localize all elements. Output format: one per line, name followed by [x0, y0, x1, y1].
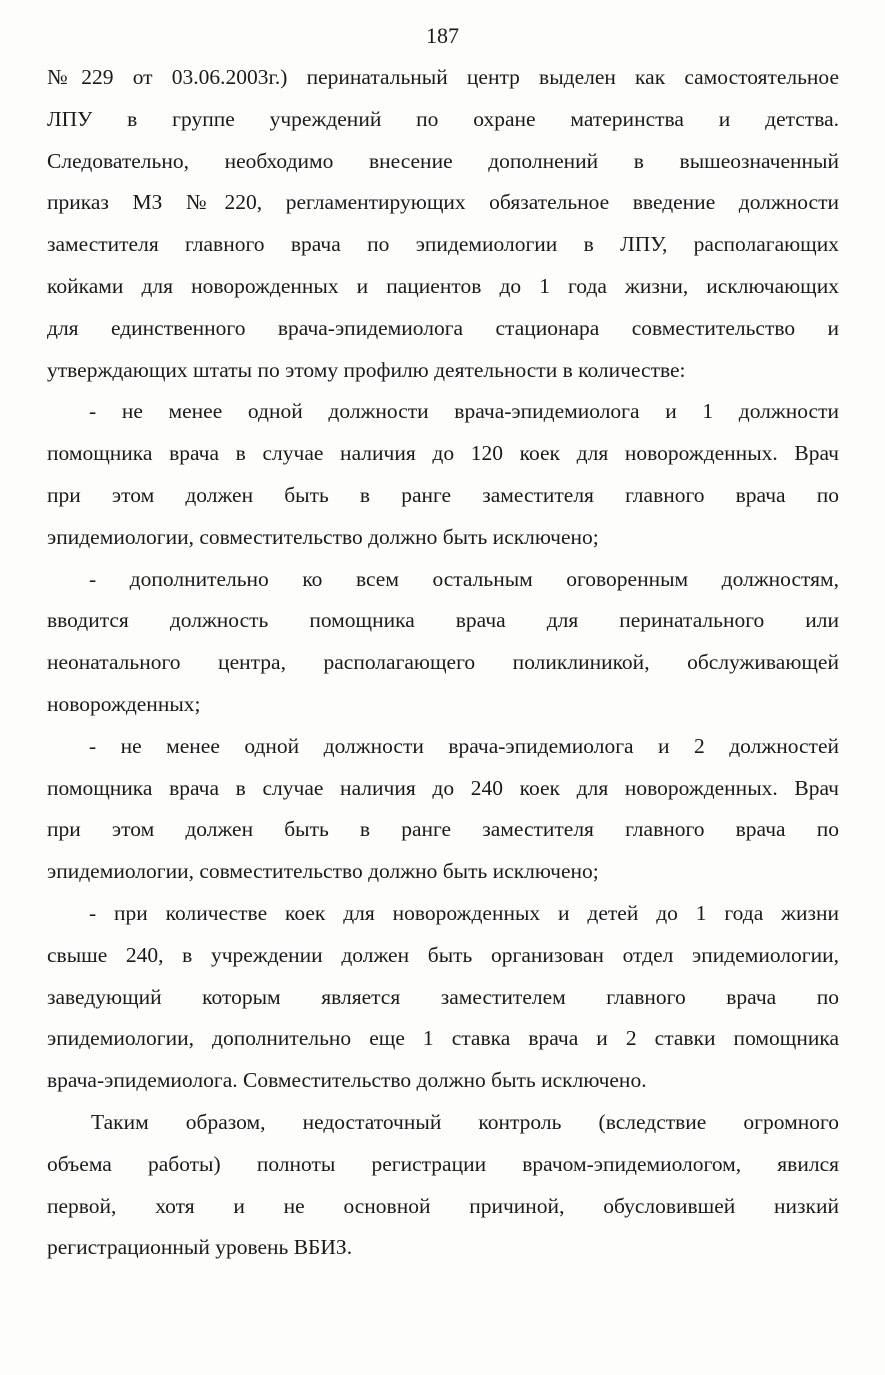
- text-line: - не менее одной должности врача-эпидемиолога и 1 должности: [89, 399, 839, 424]
- text-line: при этом должен быть в ранге заместителя главного врача по: [47, 817, 839, 842]
- text-line: свыше 240, в учреждении должен быть организован отдел эпидемиологии,: [47, 942, 839, 967]
- text-line: регистрационный уровень ВБИЗ.: [47, 1235, 353, 1260]
- text-line: первой, хотя и не основной причиной, обусловившей низкий: [47, 1193, 839, 1218]
- text-line: ЛПУ в группе учреждений по охране материнства и детства.: [47, 106, 839, 131]
- text-line: - не менее одной должности врача-эпидемиолога и 2 должностей: [89, 733, 839, 758]
- text-line: приказ МЗ №220, регламентирующих обязательное введение должности: [47, 190, 839, 215]
- text-line: эпидемиологии, дополнительно еще 1 ставка врача и 2 ставки помощника: [47, 1026, 839, 1051]
- text-line: помощника врача в случае наличия до 120 коек для новорожденных. Врач: [47, 441, 839, 466]
- text-line: утверждающих штаты по этому профилю деятельности в количестве:: [47, 357, 686, 382]
- text-line: для единственного врача-эпидемиолога стационара совместительство и: [47, 315, 839, 340]
- text-line: койками для новорожденных и пациентов до 1 года жизни, исключающих: [47, 273, 839, 298]
- text-line: вводится должность помощника врача для перинатального или: [47, 608, 839, 633]
- text-line: новорожденных;: [47, 691, 201, 716]
- text-line: заместителя главного врача по эпидемиологии в ЛПУ, располагающих: [47, 232, 839, 257]
- page-number: 187: [426, 23, 459, 48]
- text-line: Следовательно, необходимо внесение дополнений в вышеозначенный: [47, 148, 839, 173]
- text-line: эпидемиологии, совместительство должно быть исключено;: [47, 859, 599, 884]
- text-line: объема работы) полноты регистрации врачом-эпидемиологом, явился: [47, 1151, 839, 1176]
- text-line: Таким образом, недостаточный контроль (вследствие огромного: [91, 1109, 839, 1134]
- text-line: заведующий которым является заместителем главного врача по: [47, 984, 839, 1009]
- text-line: - дополнительно ко всем остальным оговоренным должностям,: [89, 566, 839, 591]
- text-line: №229 от 03.06.2003г.) перинатальный центр выделен как самостоятельное: [47, 65, 839, 89]
- text-line: помощника врача в случае наличия до 240 коек для новорожденных. Врач: [47, 775, 839, 800]
- text-line: при этом должен быть в ранге заместителя главного врача по: [47, 482, 839, 507]
- text-line: врача-эпидемиолога. Совместительство должно быть исключено.: [47, 1068, 647, 1093]
- text-line: неонатального центра, располагающего поликлиникой, обслуживающей: [47, 650, 839, 675]
- text-line: - при количестве коек для новорожденных и детей до 1 года жизни: [89, 900, 839, 925]
- text-line: эпидемиологии, совместительство должно быть исключено;: [47, 524, 599, 549]
- body-text: [47, 57, 839, 1269]
